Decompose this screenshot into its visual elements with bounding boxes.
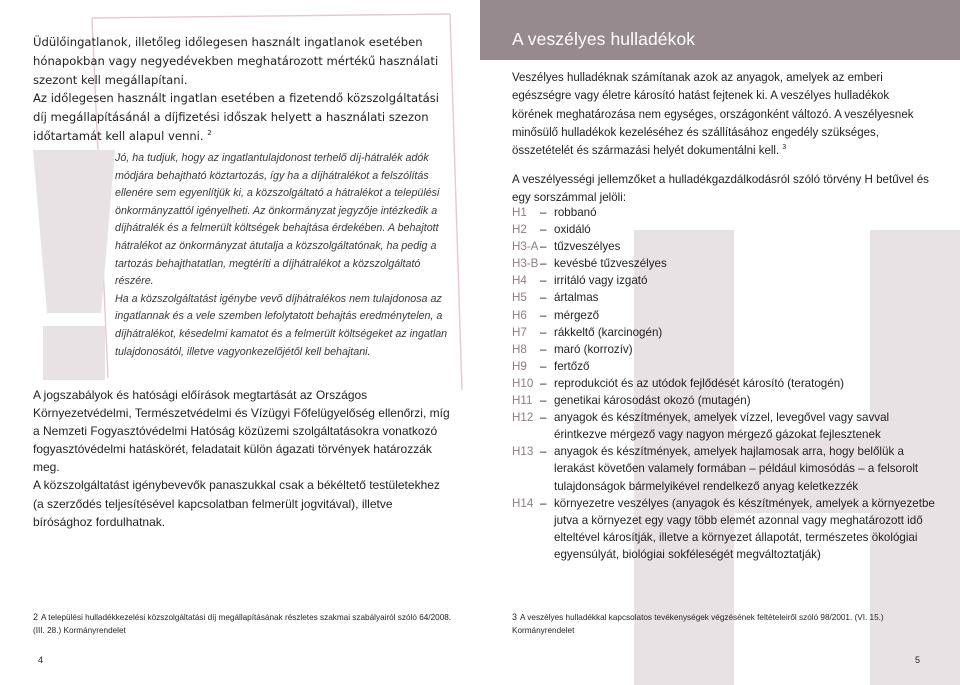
- paragraph-complaints: A közszolgáltatást igénybevevők panaszukkal csak a békéltető testületekhez (a szerződés teljesítésével kapcsolatban felmerült jogvitával), illetve bírósághoz fordulhatnak.: [33, 478, 440, 529]
- hazard-list-intro: A veszélyességi jellemzőket a hulladékgazdálkodásról szóló törvény H betűvel és egy sorszámmal jelöli:: [512, 173, 929, 205]
- intro-paragraph: Veszélyes hulladéknak számítanak azok az anyagok, amelyek az emberi egészségre vagy életre károsító hatást fejtenek ki. A veszélyes hulladékok körének meghatározása nem egységes, országonként változó. A veszélyesnek minősülő hulladékok kezeléséhez és szállításához engedély szükséges, összetételét és származási helyét dokumentálni kell. $^3$: [512, 72, 914, 158]
- hazard-list: [512, 204, 944, 563]
- hazard-description: reprodukciót és az utódok fejlődését károsító (teratogén): [554, 376, 845, 390]
- hazard-description: anyagok és készítmények, amelyek vízzel, levegővel vagy savval érintkezve mérgező vagy nagyon mérgező gázokat fejlesztenek: [554, 411, 890, 442]
- hazard-item-h14: [512, 495, 944, 563]
- hazard-dash: –: [540, 274, 547, 288]
- hazard-item-h9: [512, 358, 944, 375]
- hazard-dash: –: [540, 445, 547, 459]
- hazard-description: rákkeltő (karcinogén): [554, 325, 663, 339]
- hazard-dash: –: [540, 308, 547, 322]
- hazard-dash: –: [540, 394, 547, 408]
- hazard-item-h12: [512, 409, 944, 443]
- hazard-dash: –: [540, 496, 547, 510]
- hazard-item-h4: [512, 272, 944, 289]
- hazard-code: H3-B: [512, 257, 539, 271]
- hazard-dash: –: [540, 411, 547, 425]
- exclamation-mark-graphic: [33, 148, 115, 380]
- left-top-text: [33, 33, 453, 146]
- left-bottom-text: [33, 386, 453, 531]
- hazard-dash: –: [540, 223, 547, 237]
- hazard-code: H11: [512, 394, 533, 408]
- footnote-number: 3: [512, 612, 518, 622]
- hazard-description: ártalmas: [554, 291, 599, 305]
- hazard-code: H9: [512, 359, 527, 373]
- hazard-item-h11: [512, 392, 944, 409]
- hazard-dash: –: [540, 376, 547, 390]
- hazard-item-h3-b: [512, 255, 944, 272]
- hazard-dash: –: [540, 257, 547, 271]
- footnote-text: A veszélyes hulladékkal kapcsolatos tevékenységek végzésének feltételeiről szóló 98/2001. (VI. 15.) Kormányrendelet: [512, 613, 884, 635]
- callout-paragraph-owner: Ha a közszolgáltatást igénybe vevő díjhátralékos nem tulajdonosa az ingatlannak és a vele szemben lefolytatott behajtás eredménytelen, a díjhátralékot, késedelmi kamatot és a felmerült költségeket az ingatlan tulajdonosától, illetve vagyonkezelőjétől kell behajtani.: [115, 292, 448, 358]
- hazard-description: környezetre veszélyes (anyagok és készítmények, amelyek a környezetbe jutva a környezet egy vagy több elemét azonnal vagy meghatározott idő elteltével károsítják, illetve a környezet állapotát, természetes ökológiai egyensúlyát, biológiai sokféleségét megváltoztatják): [554, 496, 935, 561]
- hazard-description: fertőző: [554, 359, 590, 373]
- hazard-code: H13: [512, 445, 534, 459]
- footnote-ref-2[interactable]: 2: [207, 129, 212, 138]
- hazard-code: H1: [512, 206, 527, 219]
- paragraph-seasonal-use: Üdülőingatlanok, illetőleg időlegesen használt ingatlanok esetében hónapokban vagy negyedévekben meghatározott mértékű használati szezont kell megállapítani.: [33, 35, 439, 87]
- hazard-code: H7: [512, 325, 527, 339]
- hazard-description: genetikai károsodást okozó (mutagén): [554, 394, 751, 408]
- hazard-description: irritáló vagy izgató: [554, 274, 648, 288]
- hazard-code: H6: [512, 308, 527, 322]
- section-title: A veszélyes hulladékok: [512, 29, 696, 49]
- hazard-code: H5: [512, 291, 527, 305]
- hazard-item-h6: [512, 307, 944, 324]
- hazard-item-h7: [512, 324, 944, 341]
- hazard-item-h3-a: [512, 238, 944, 255]
- hazard-code: H10: [512, 376, 534, 390]
- footnote-ref-3[interactable]: 3: [782, 144, 787, 152]
- callout-paragraph-debt: Jó, ha tudjuk, hogy az ingatlantulajdonost terhelő díj-hátralék adók módjára behajtható köztartozás, így ha a díjhátralékot a felszólítás ellenére sem egyenlítjük ki, a közszolgáltató a hátralékot a települési önkormányzattól igényelheti. Az önkormányzat jegyzője intézkedik a díjhátralék és a felmerült költségek behajtása érdekében. A behajtott hátralékot az önkormányzat átutalja a közszolgáltatónak, ha pedig a tartozás behajthatatlan, megtéríti a díjhátralékot a közszolgáltató részére.: [115, 152, 440, 288]
- hazard-code: H3-A: [512, 240, 539, 254]
- page-number-left: 4: [38, 655, 44, 665]
- hazard-description: oxidáló: [554, 223, 591, 237]
- hazard-code: H14: [512, 496, 534, 510]
- hazard-description: kevésbé tűzveszélyes: [554, 257, 667, 271]
- hazard-code: H2: [512, 223, 527, 237]
- page-number-right: 5: [915, 655, 921, 665]
- hazard-dash: –: [540, 240, 547, 254]
- paragraph-temporary-use: Az időlegesen használt ingatlan esetében a fizetendő közszolgáltatási díj megállapításánál a díjfizetési időszak helyett a használati szezon időtartamát kell alapul venni. $^2$: [33, 91, 440, 143]
- hazard-dash: –: [540, 325, 547, 339]
- footnote-number: 2: [33, 612, 39, 622]
- hazard-dash: –: [540, 359, 547, 373]
- hazard-description: tűzveszélyes: [554, 240, 621, 254]
- hazard-code: H12: [512, 411, 534, 425]
- footnote-2: [33, 611, 453, 637]
- footnote-3: [512, 611, 932, 637]
- hazard-code: H4: [512, 274, 527, 288]
- hazard-item-h8: [512, 341, 944, 358]
- hazard-item-h5: [512, 289, 944, 306]
- hazard-dash: –: [540, 342, 547, 356]
- hazard-description: anyagok és készítmények, amelyek hajlamosak arra, hogy belőlük a lerakást követően valamely formában – például kimosódás – a felsorolt tulajdonságok bármelyikével rendelkező anyag keletkezzék: [554, 445, 919, 493]
- hazard-item-h1: [512, 204, 944, 221]
- hazard-dash: –: [540, 291, 547, 305]
- callout-italic-text: [115, 150, 455, 361]
- hazard-dash: –: [540, 206, 547, 219]
- hazard-code: H8: [512, 342, 527, 356]
- hazard-item-h13: [512, 443, 944, 494]
- hazard-description: mérgező: [554, 308, 600, 322]
- hazard-description: robbanó: [554, 206, 597, 219]
- hazard-description: maró (korrozív): [554, 342, 633, 356]
- hazard-item-h2: [512, 221, 944, 238]
- hazard-item-h10: [512, 375, 944, 392]
- footnote-text: A települési hulladékkezelési közszolgáltatási díj megállapításának részletes szakmai szabályairól szóló 64/2008. (III. 28.) Kormányrendelet: [33, 613, 452, 635]
- paragraph-authorities: A jogszabályok és hatósági előírások megtartását az Országos Környezetvédelmi, Természetvédelmi és Vízügyi Főfelügyelőség ellenőrzi, míg a Nemzeti Fogyasztóvédelmi Hatóság közüzemi szolgáltatásokra vonatkozó fogyasztóvédelmi hatáskörét, feladatait külön ágazati törvények határozzák meg.: [33, 388, 450, 475]
